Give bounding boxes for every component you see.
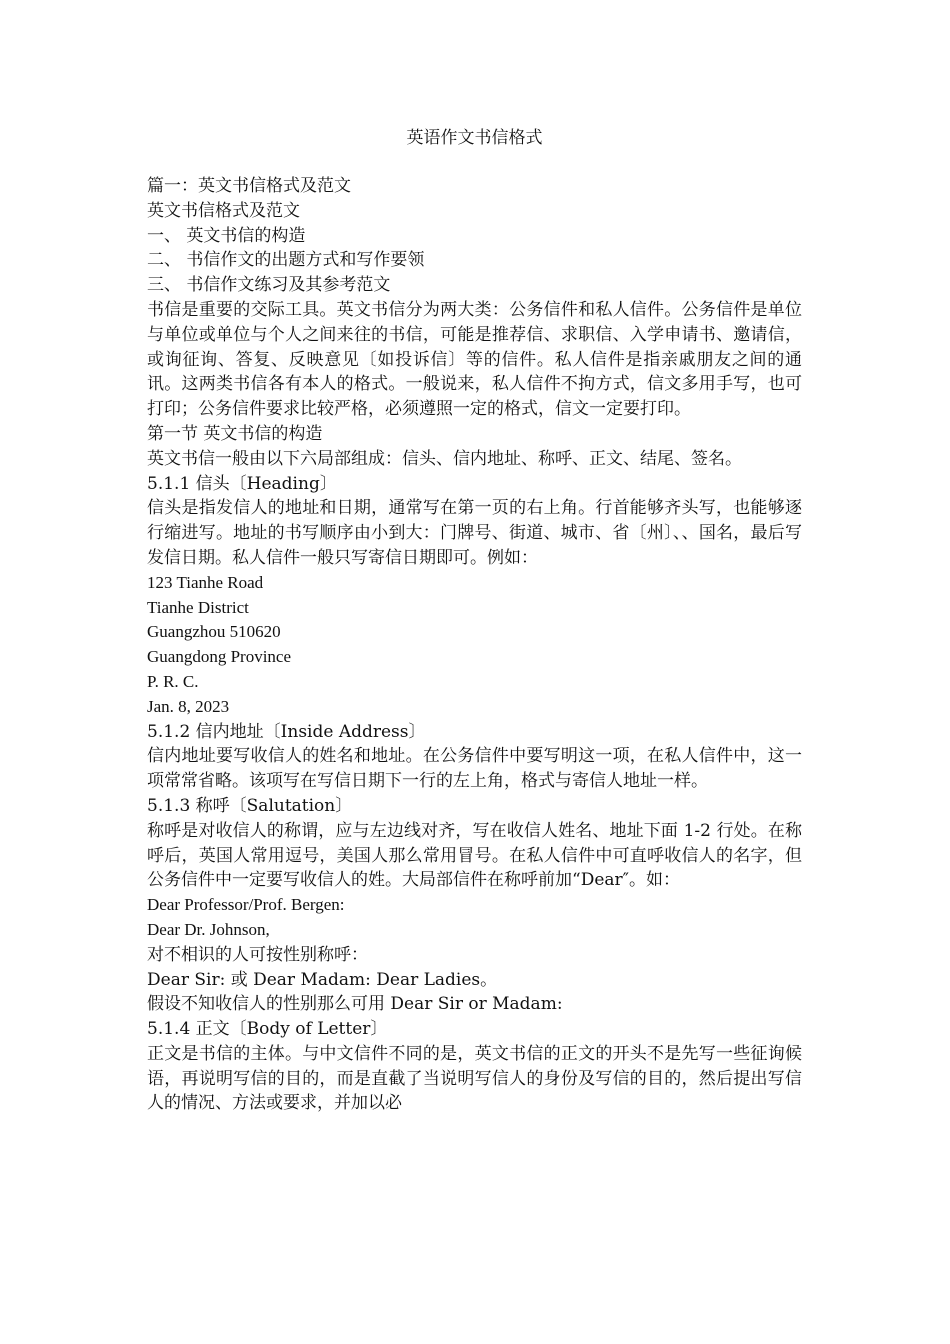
address-line: P. R. C.	[147, 671, 199, 691]
paragraph-intro: 书信是重要的交际工具。英文书信分为两大类：公务信件和私人信件。公务信件是单位与单位或单位与个人之间来往的书信，可能是推荐信、求职信、入学申请书、邀请信，或询征询、答复、反映意见〔如投诉信〕等的信件。私人信件是指亲戚朋友之间的通讯。这两类书信各有本人的格式。一般说来，私人信件不拘方式，信文多用手写，也可打印；公务信件要求比较严格，必须遵照一定的格式，信文一定要打印。	[147, 299, 802, 420]
salutation-example: Dear Professor/Prof. Bergen:	[147, 895, 345, 915]
address-line: Tianhe District	[147, 597, 249, 617]
address-line: Guangzhou 510620	[147, 622, 281, 642]
text-line: 一、 英文书信的构造	[147, 225, 306, 246]
text-line: 二、 书信作文的出题方式和写作要领	[147, 250, 425, 271]
salutation-example: Dear Sir: 或 Dear Madam: Dear Ladies。	[147, 969, 498, 990]
salutation-example: Dear Dr. Johnson,	[147, 919, 270, 939]
text-line: 三、 书信作文练习及其参考范文	[147, 275, 391, 296]
subsection-heading-inside-address: 5.1.2 信内地址〔Inside Address〕	[147, 721, 426, 742]
paragraph-body: 正文是书信的主体。与中文信件不同的是，英文书信的正文的开头不是先写一些征询候语，再说明写信的目的，而是直截了当说明写信人的身份及写信的目的，然后提出写信人的情况、方法或要求，并加以必	[147, 1043, 802, 1114]
section-heading: 第一节 英文书信的构造	[147, 423, 323, 444]
salutation-note: 假设不知收信人的性别那么可用 Dear Sir or Madam:	[147, 994, 563, 1015]
paragraph-heading: 信头是指发信人的地址和日期，通常写在第一页的右上角。行首能够齐头写，也能够逐行缩进写。地址的书写顺序由小到大：门牌号、街道、城市、省〔州〕、、国名，最后写发信日期。私人信件一般只写寄信日期即可。例如：	[147, 498, 802, 568]
document-body	[147, 174, 802, 1116]
paragraph-parts: 英文书信一般由以下六局部组成：信头、信内地址、称呼、正文、结尾、签名。	[147, 448, 742, 469]
text-line: 英文书信格式及范文	[147, 200, 300, 221]
subsection-heading-salutation: 5.1.3 称呼〔Salutation〕	[147, 795, 353, 816]
subsection-heading-heading: 5.1.1 信头〔Heading〕	[147, 473, 337, 494]
paragraph-salutation: 称呼是对收信人的称谓，应与左边线对齐，写在收信人姓名、地址下面 1-2 行处。在称呼后，英国人常用逗号，美国人那么常用冒号。在私人信件中可直呼收信人的名字，但公务信件中一定要写收信人的姓。大局部信件在称呼前加“Dear″。如：	[147, 820, 802, 891]
text-line: 篇一：英文书信格式及范文	[147, 176, 351, 196]
address-line: 123 Tianhe Road	[147, 572, 264, 592]
salutation-note: 对不相识的人可按性别称呼：	[147, 944, 368, 965]
document-title: 英语作文书信格式	[406, 128, 543, 148]
address-line: Guangdong Province	[147, 647, 292, 667]
paragraph-inside-address: 信内地址要写收信人的姓名和地址。在公务信件中要写明这一项，在私人信件中，这一项常常省略。该项写在写信日期下一行的左上角，格式与寄信人地址一样。	[147, 746, 802, 792]
subsection-heading-body: 5.1.4 正文〔Body of Letter〕	[147, 1019, 388, 1040]
date-line: Jan. 8, 2023	[147, 696, 230, 716]
